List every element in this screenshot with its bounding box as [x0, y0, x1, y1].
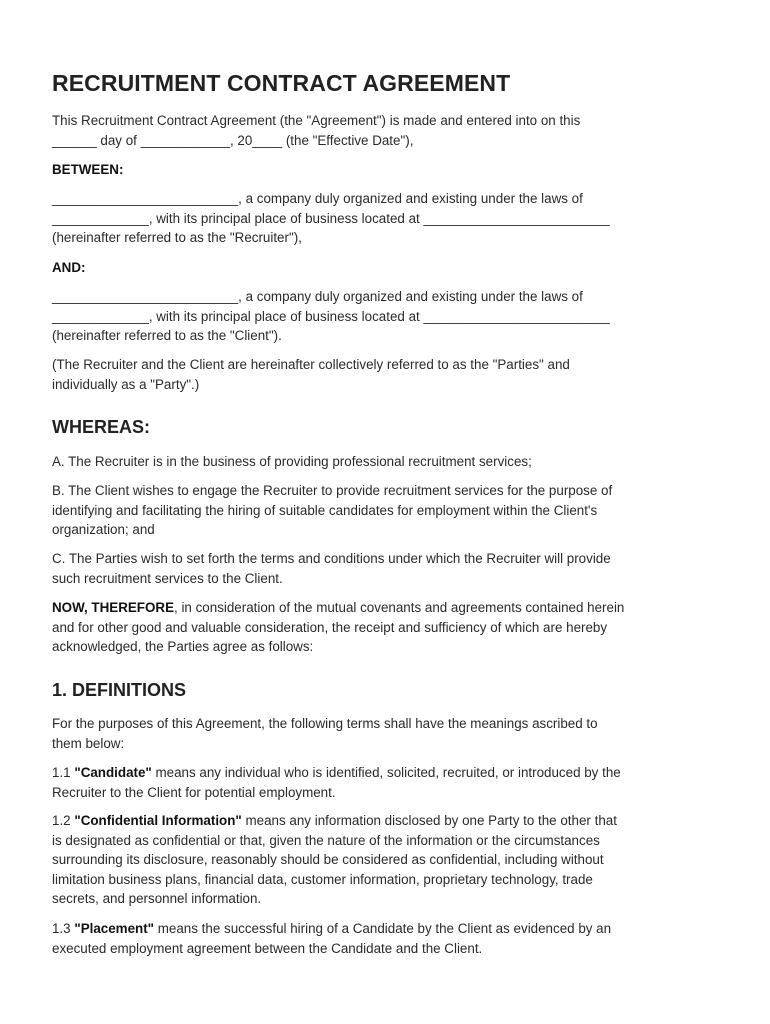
whereas-heading: WHEREAS: [52, 417, 150, 437]
definition-candidate: 1.1 "Candidate" means any individual who is identified, solicited, recruited, or introduced by the Recruiter to the Client for potential employment. [52, 765, 621, 800]
definition-confidential-information: 1.2 "Confidential Information" means any information disclosed by one Party to the other that is designated as confidential or that, given the nature of the information or the circumstances surrounding its disclosure, reasonably should be considered as confidential, including without limitation business plans, financial data, customer information, proprietary technology, trade secrets, and personnel information. [52, 813, 617, 907]
now-therefore-paragraph: NOW, THEREFORE, in consideration of the mutual covenants and agreements contained herein and for other good and valuable consideration, the receipt and sufficiency of which are hereby acknowledged, the Parties agree as follows: [52, 600, 625, 655]
recital-c: C. The Parties wish to set forth the terms and conditions under which the Recruiter will provide such recruitment services to the Client. [52, 551, 611, 586]
recital-a: A. The Recruiter is in the business of providing professional recruitment services; [52, 454, 532, 469]
definition-placement: 1.3 "Placement" means the successful hiring of a Candidate by the Client as evidenced by an executed employment agreement between the Candidate and the Client. [52, 921, 612, 956]
document-title: RECRUITMENT CONTRACT AGREEMENT [52, 70, 511, 96]
defined-term: "Candidate" [74, 765, 152, 780]
client-party-block: _________________________, a company duly organized and existing under the laws of _____________, with its principal place of business located at _________________________ (hereinafter referred to as the "Client"). [52, 289, 610, 344]
definitions-heading: 1. DEFINITIONS [52, 680, 187, 700]
intro-paragraph: This Recruitment Contract Agreement (the "Agreement") is made and entered into on this ______ day of ____________, 20____ (the "Effective Date"), [52, 113, 581, 148]
defined-term: "Confidential Information" [74, 813, 242, 828]
between-label: BETWEEN: [52, 162, 124, 177]
defined-term: "Placement" [74, 921, 155, 936]
now-therefore-label: NOW, THEREFORE [52, 600, 175, 615]
recruiter-party-block: _________________________, a company duly organized and existing under the laws of _____________, with its principal place of business located at _________________________ (hereinafter referred to as the "Recruiter"), [52, 191, 610, 246]
definitions-intro: For the purposes of this Agreement, the following terms shall have the meanings ascribed to them below: [52, 716, 598, 751]
parties-note: (The Recruiter and the Client are hereinafter collectively referred to as the "Parties" and individually as a "Party".) [52, 357, 570, 392]
recital-b: B. The Client wishes to engage the Recruiter to provide recruitment services for the purpose of identifying and facilitating the hiring of suitable candidates for employment within the Client's organization; and [52, 483, 613, 538]
and-label: AND: [52, 260, 86, 275]
